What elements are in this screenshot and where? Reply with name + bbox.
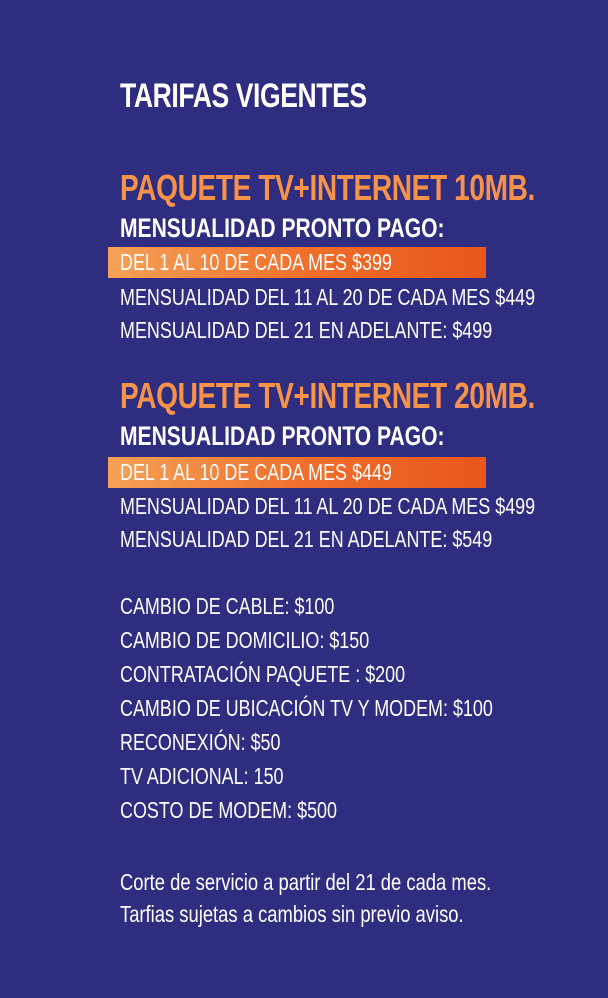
extra-fee-line: RECONEXIÓN: $50 (120, 729, 281, 755)
extra-fee-line: CAMBIO DE DOMICILIO: $150 (120, 627, 370, 653)
extra-fee-line: CAMBIO DE CABLE: $100 (120, 593, 335, 619)
package-10mb-early-payment-highlight: DEL 1 AL 10 DE CADA MES $399 (108, 247, 486, 278)
package-20mb-subtitle: MENSUALIDAD PRONTO PAGO: (120, 421, 445, 451)
package-20mb-rate-line: MENSUALIDAD DEL 21 EN ADELANTE: $549 (120, 526, 493, 552)
service-cut-note: Corte de servicio a partir del 21 de cada mes. (120, 869, 492, 895)
package-10mb-subtitle: MENSUALIDAD PRONTO PAGO: (120, 213, 445, 243)
package-10mb-rate-line: MENSUALIDAD DEL 11 AL 20 DE CADA MES $449 (120, 284, 536, 310)
extra-fee-line: TV ADICIONAL: 150 (120, 763, 284, 789)
rates-flyer (120, 0, 590, 998)
package-20mb-early-payment-highlight: DEL 1 AL 10 DE CADA MES $449 (108, 457, 486, 488)
package-20mb-rate-line: MENSUALIDAD DEL 11 AL 20 DE CADA MES $499 (120, 493, 536, 519)
package-10mb-rate-line: MENSUALIDAD DEL 21 EN ADELANTE: $499 (120, 317, 493, 343)
extra-fee-line: CAMBIO DE UBICACIÓN TV Y MODEM: $100 (120, 695, 493, 721)
price-change-disclaimer: Tarfias sujetas a cambios sin previo aviso. (120, 901, 464, 927)
package-10mb-title: PAQUETE TV+INTERNET 10MB. (120, 167, 535, 208)
page-title: TARIFAS VIGENTES (120, 77, 367, 115)
extra-fee-line: COSTO DE MODEM: $500 (120, 797, 337, 823)
package-20mb-title: PAQUETE TV+INTERNET 20MB. (120, 375, 535, 416)
extra-fee-line: CONTRATACIÓN PAQUETE : $200 (120, 661, 406, 687)
